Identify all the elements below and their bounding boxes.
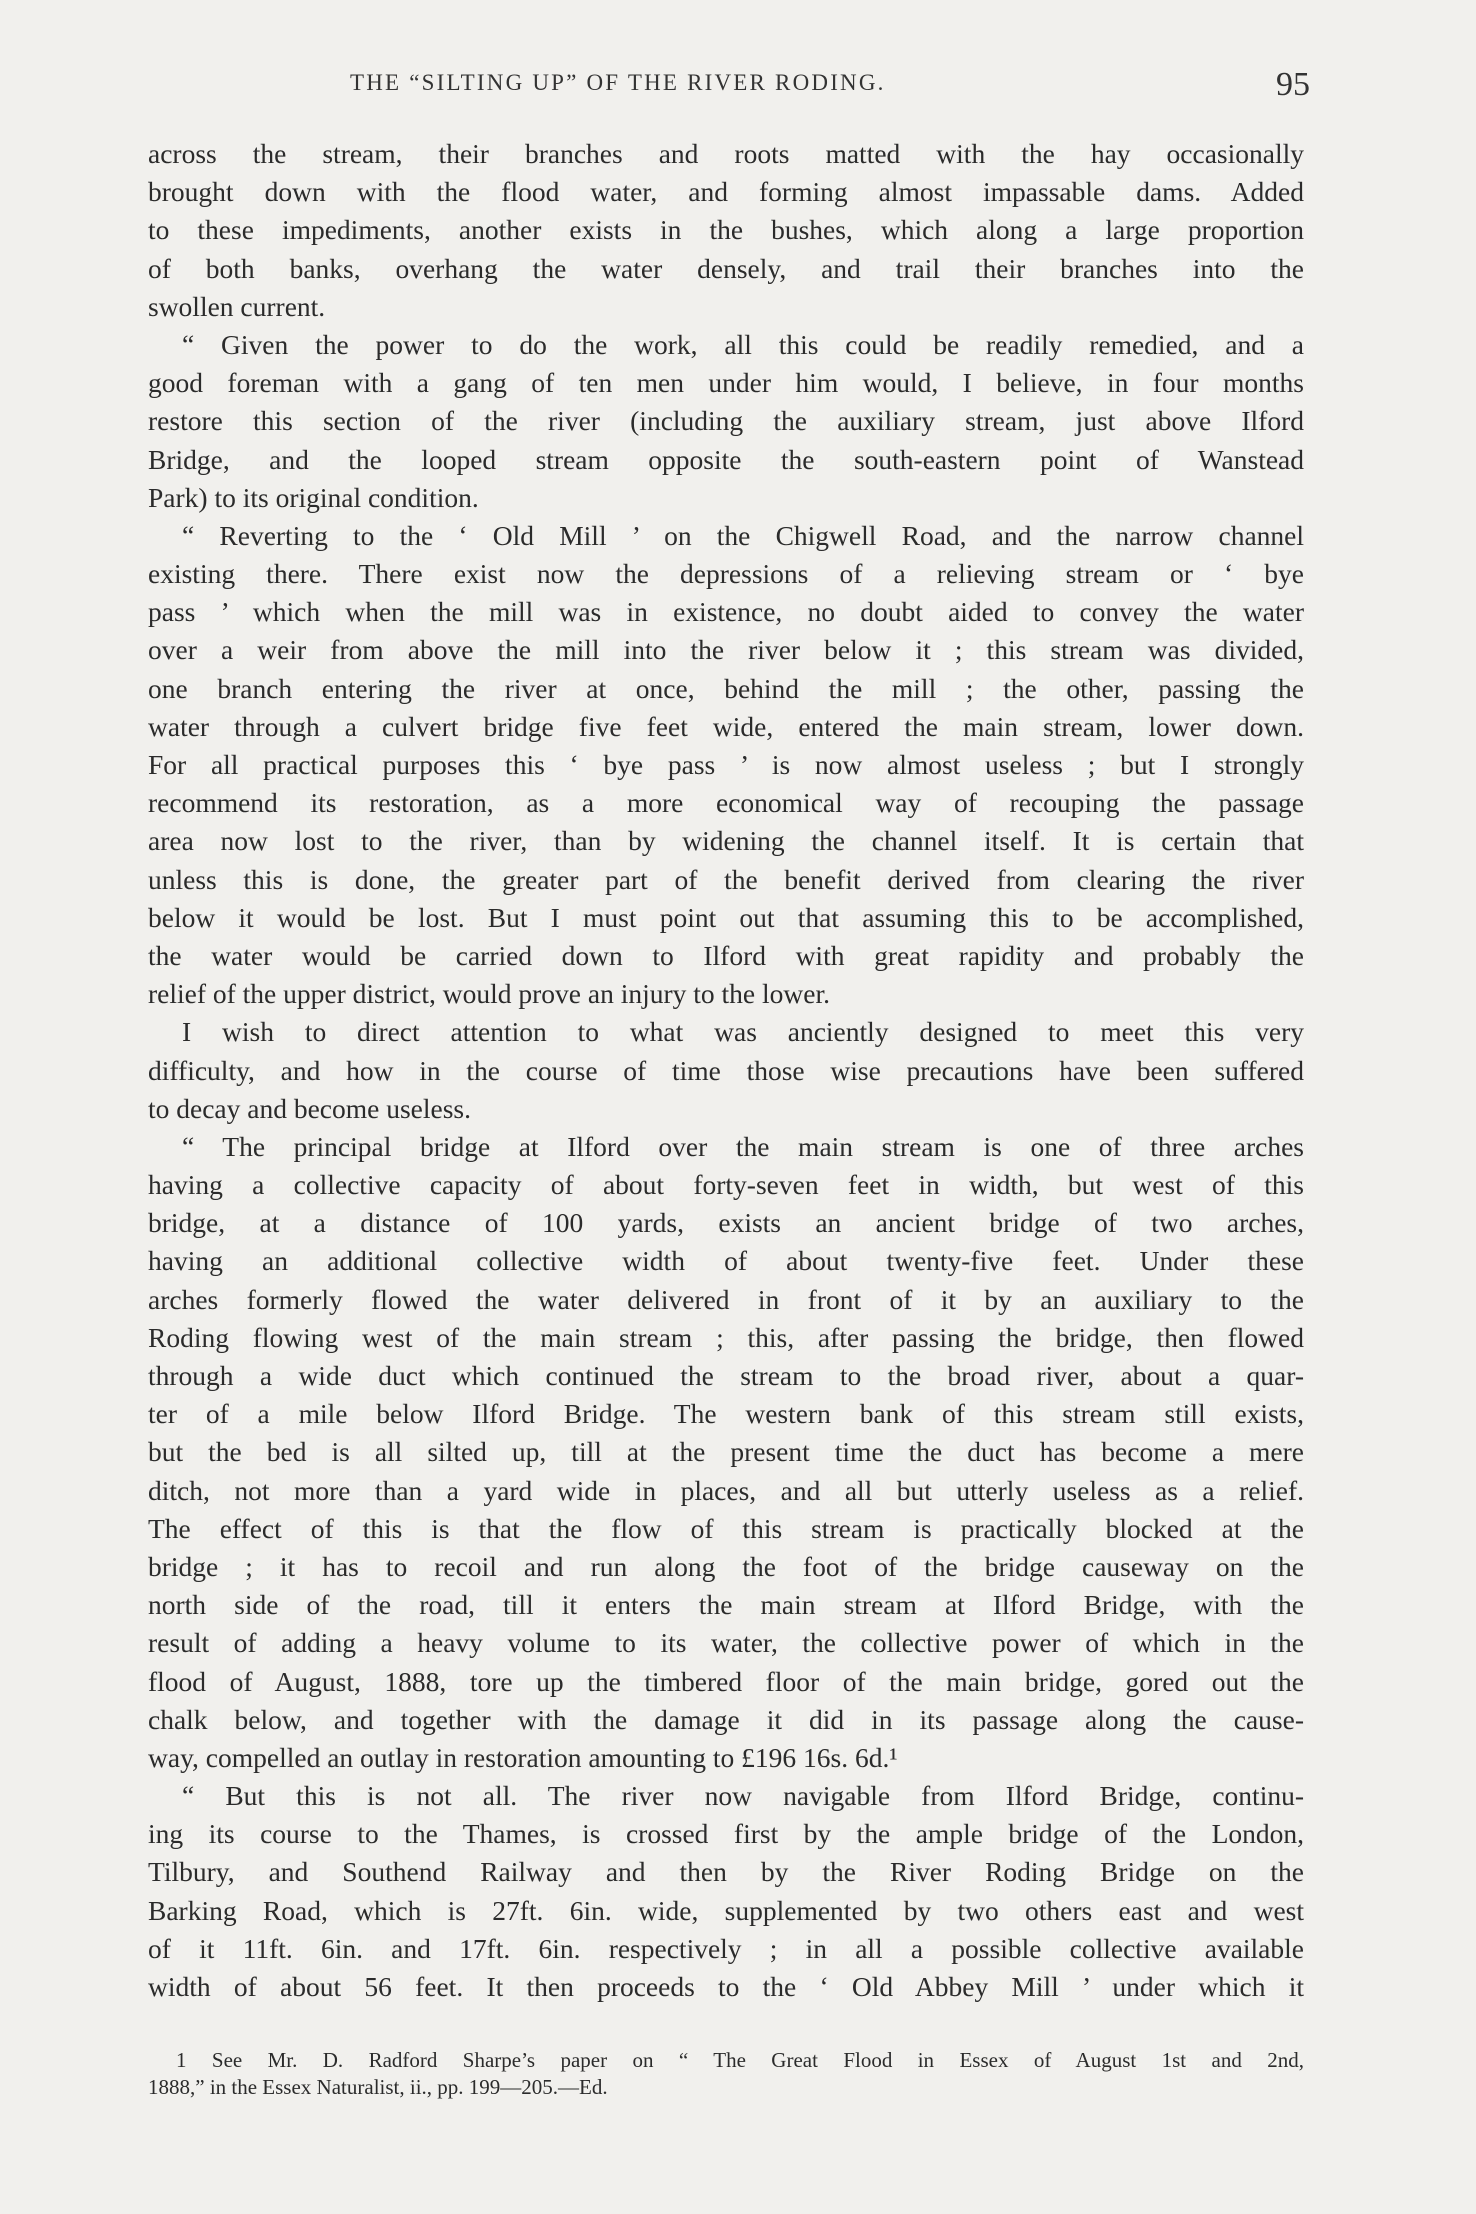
text-line: arches formerly flowed the water delivered in front of it by an auxiliary to the [148,1283,1304,1315]
text-line: “ Reverting to the ‘ Old Mill ’ on the Chigwell Road, and the narrow channel [182,519,1304,551]
text-line: existing there. There exist now the depressions of a relieving stream or ‘ bye [148,558,1304,590]
text-line: unless this is done, the greater part of the benefit derived from clearing the river [148,863,1304,895]
text-line: ditch, not more than a yard wide in places, and all but utterly useless as a relief. [148,1474,1304,1506]
text-line: relief of the upper district, would prove an injury to the lower. [148,978,830,1010]
text-line: restore this section of the river (including the auxiliary stream, just above Ilford [148,405,1304,437]
footnote-line: 1 See Mr. D. Radford Sharpe’s paper on “ The Great Flood in Essex of August 1st and 2nd, [176,2048,1304,2072]
text-line: “ But this is not all. The river now navigable from Ilford Bridge, continu- [182,1780,1304,1812]
footnotes [148,2047,1304,2101]
text-line: bridge ; it has to recoil and run along the foot of the bridge causeway on the [148,1550,1304,1582]
text-line: Bridge, and the looped stream opposite the south-eastern point of Wanstead [148,443,1304,475]
text-line: of both banks, overhang the water densely, and trail their branches into the [148,252,1304,284]
text-line: flood of August, 1888, tore up the timbered floor of the main bridge, gored out the [148,1665,1304,1697]
text-line: across the stream, their branches and roots matted with the hay occasionally [148,138,1304,169]
text-line: Barking Road, which is 27ft. 6in. wide, supplemented by two others east and west [148,1894,1304,1926]
running-head [150,66,1310,116]
page-number: 95 [1276,66,1310,103]
text-line: For all practical purposes this ‘ bye pass ’ is now almost useless ; but I strongly [148,749,1304,780]
text-line: to these impediments, another exists in the bushes, which along a large proportion [148,214,1304,246]
text-line: width of about 56 feet. It then proceeds to the ‘ Old Abbey Mill ’ under which it [148,1971,1304,2002]
text-line: the water would be carried down to Ilford with great rapidity and probably the [148,939,1304,971]
text-line: ing its course to the Thames, is crossed first by the ample bridge of the London, [148,1818,1304,1850]
text-line: Tilbury, and Southend Railway and then by the River Roding Bridge on the [148,1856,1304,1888]
text-line: bridge, at a distance of 100 yards, exists an ancient bridge of two arches, [148,1207,1304,1239]
text-line: recommend its restoration, as a more economical way of recouping the passage [148,787,1304,819]
text-line: result of adding a heavy volume to its water, the collective power of which in the [148,1627,1304,1659]
text-line: Park) to its original condition. [148,481,479,513]
text-line: “ Given the power to do the work, all this could be readily remedied, and a [182,328,1304,360]
text-line: good foreman with a gang of ten men under him would, I believe, in four months [148,367,1304,399]
text-line: north side of the road, till it enters the main stream at Ilford Bridge, with the [148,1589,1304,1621]
text-line: difficulty, and how in the course of time those wise precautions have been suffered [148,1054,1304,1086]
footnote-line: 1888,” in the Essex Naturalist, ii., pp. 199—205.—Ed. [148,2075,608,2099]
running-title: THE “SILTING UP” OF THE RIVER RODING. [350,70,886,95]
text-line: “ The principal bridge at Ilford over the main stream is one of three arches [182,1130,1304,1162]
text-line: but the bed is all silted up, till at the present time the duct has become a mere [148,1436,1304,1468]
text-line: one branch entering the river at once, behind the mill ; the other, passing the [148,672,1304,704]
text-line: The effect of this is that the flow of this stream is practically blocked at the [148,1512,1304,1544]
text-line: swollen current. [148,290,326,322]
text-line: way, compelled an outlay in restoration amounting to £196 16s. 6d.¹ [148,1741,898,1773]
text-line: over a weir from above the mill into the river below it ; this stream was divided, [148,634,1304,666]
body-text [148,135,1304,2006]
text-line: to decay and become useless. [148,1092,472,1124]
text-line: ter of a mile below Ilford Bridge. The western bank of this stream still exists, [148,1398,1304,1430]
text-line: water through a culvert bridge five feet wide, entered the main stream, lower down. [148,710,1304,742]
text-line: pass ’ which when the mill was in existence, no doubt aided to convey the water [148,596,1304,628]
text-line: brought down with the flood water, and forming almost impassable dams. Added [148,176,1304,208]
text-line: having a collective capacity of about forty-seven feet in width, but west of this [148,1169,1304,1201]
text-line: chalk below, and together with the damage it did in its passage along the cause- [148,1703,1304,1735]
text-line: through a wide duct which continued the stream to the broad river, about a quar- [148,1360,1304,1391]
text-line: Roding flowing west of the main stream ; this, after passing the bridge, then flowed [148,1321,1304,1353]
text-line: I wish to direct attention to what was anciently designed to meet this very [182,1016,1304,1048]
text-line: having an additional collective width of about twenty-five feet. Under these [148,1245,1304,1277]
text-line: area now lost to the river, than by widening the channel itself. It is certain that [148,825,1304,857]
text-line: of it 11ft. 6in. and 17ft. 6in. respectively ; in all a possible collective available [148,1932,1304,1964]
text-line: below it would be lost. But I must point out that assuming this to be accomplished, [148,901,1304,933]
